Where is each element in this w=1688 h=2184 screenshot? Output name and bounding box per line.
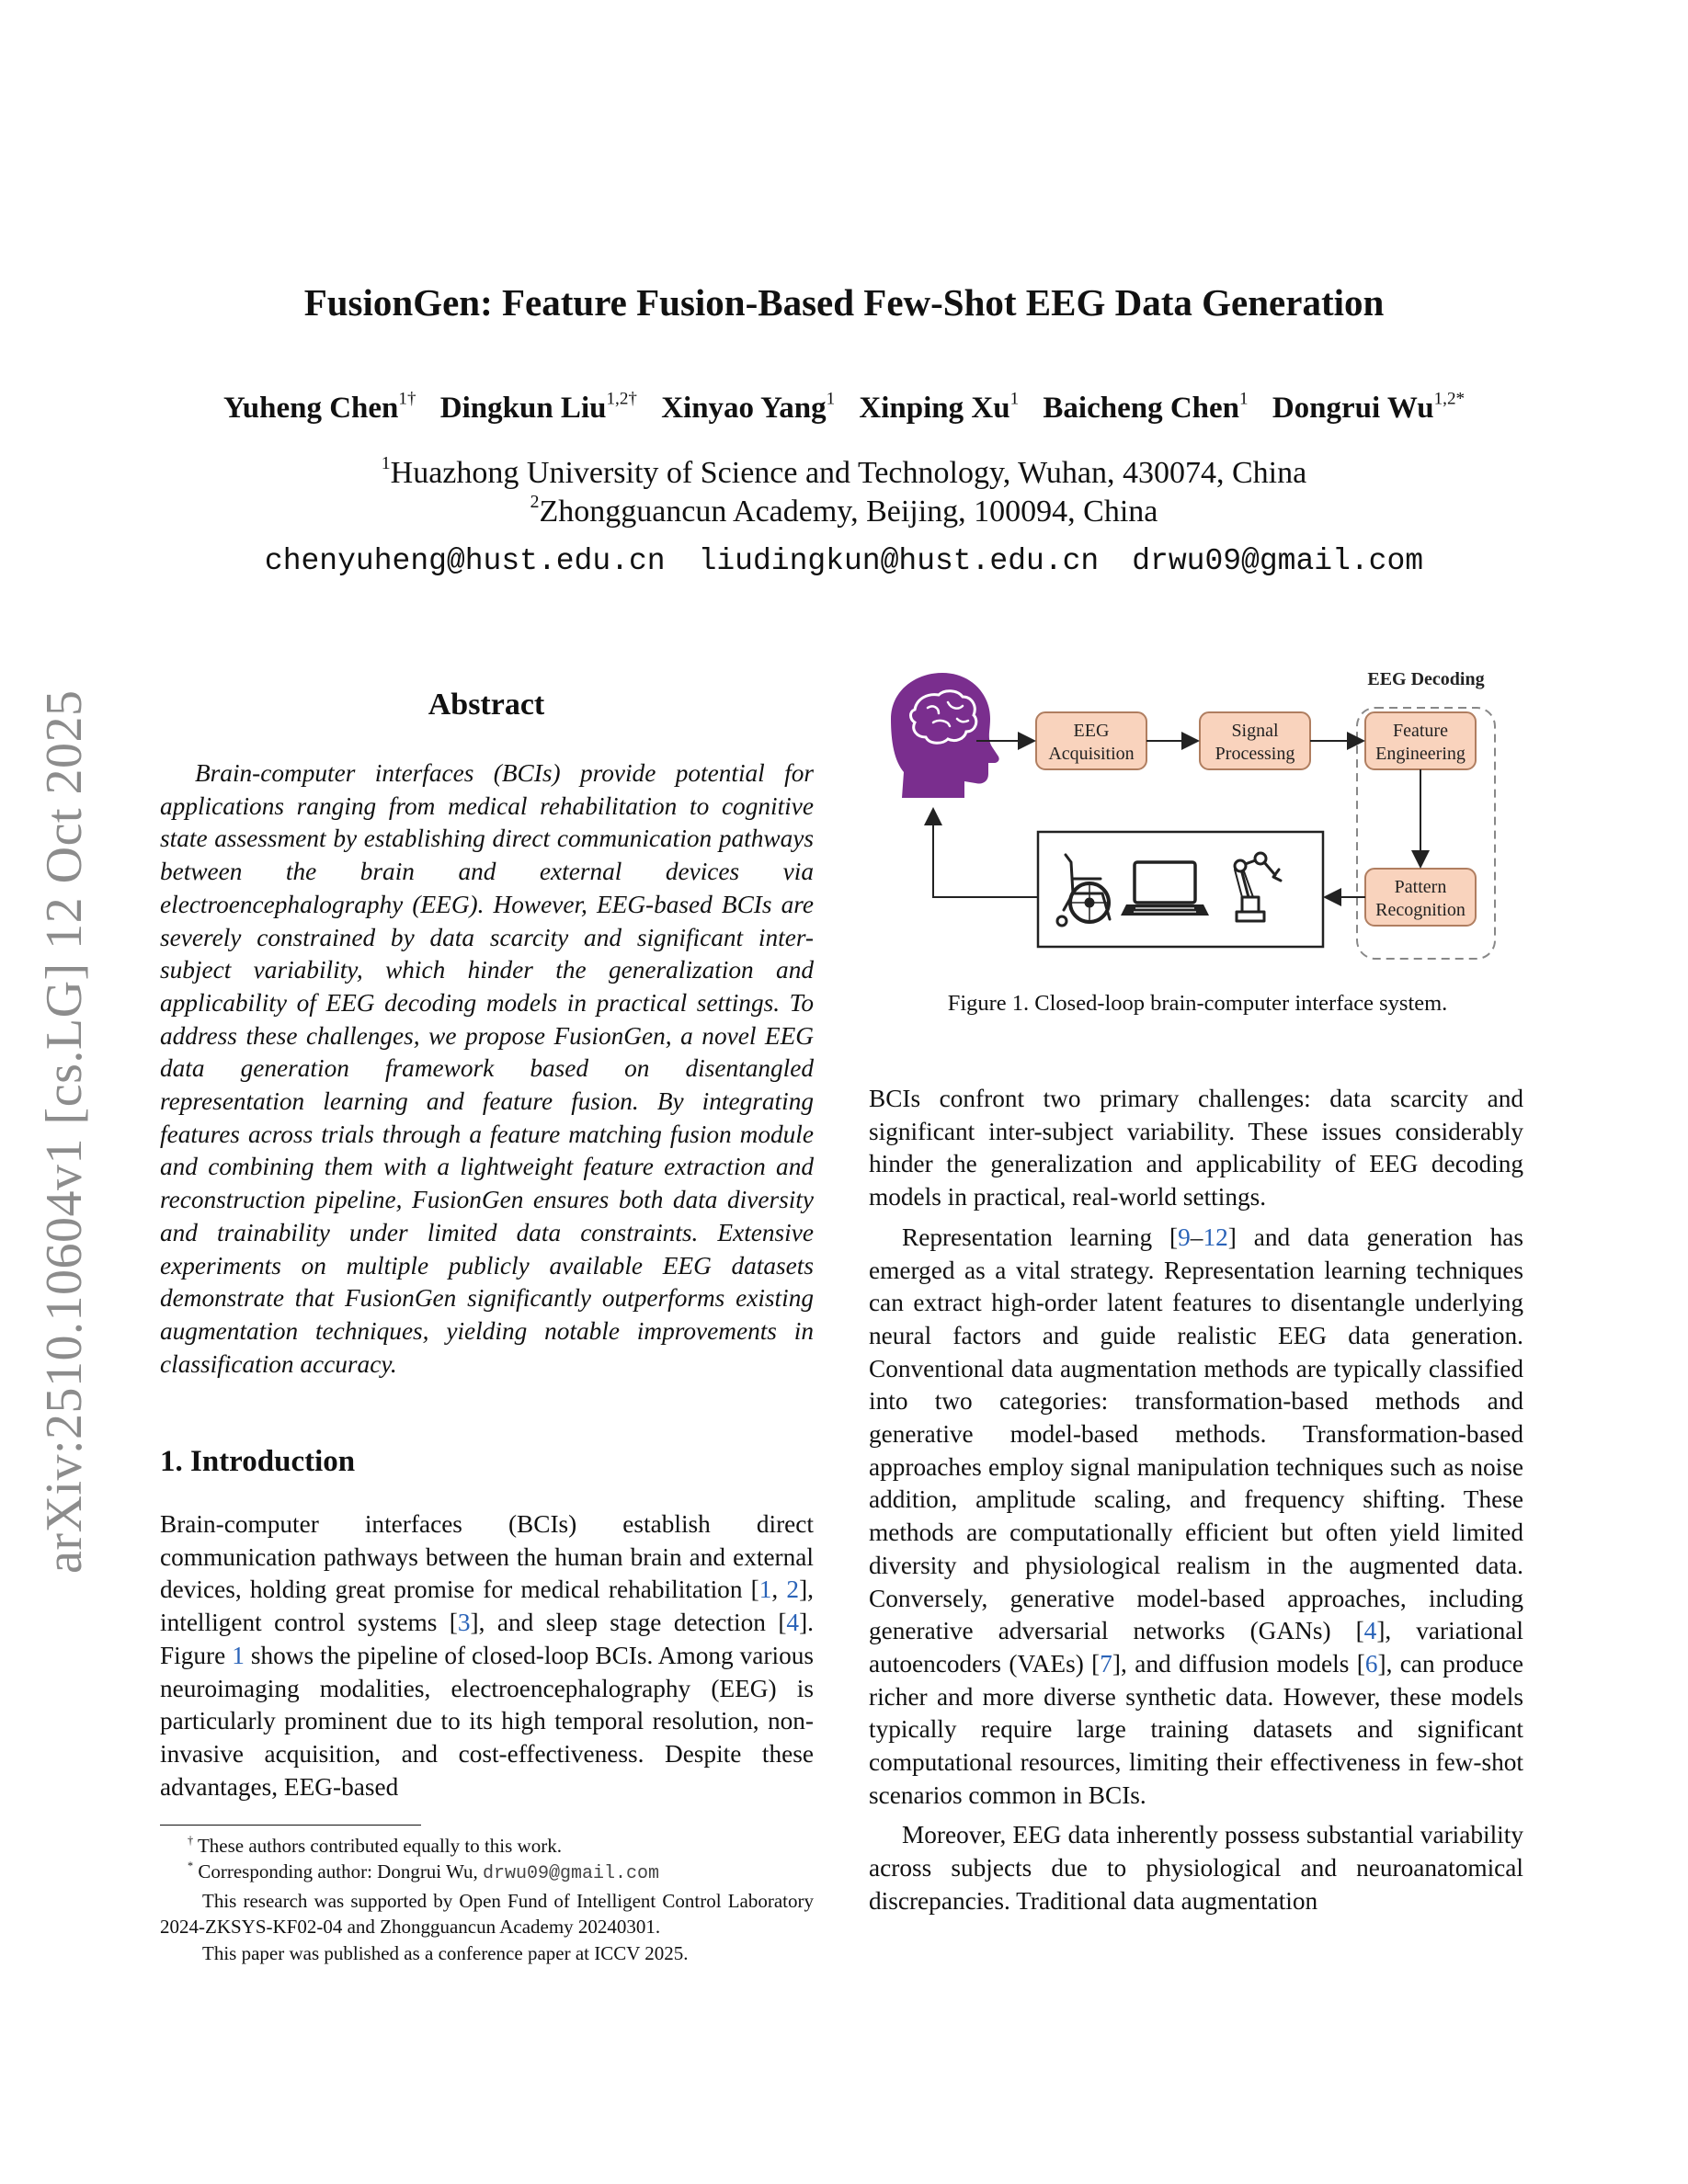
citation-link[interactable]: 4 (786, 1609, 800, 1637)
svg-text:EEG: EEG (1073, 721, 1110, 741)
paragraph: Moreover, EEG data inherently possess substantial variability across subjects due to physiological and neuroanatomical discrepancies. Traditional data augmentation (869, 1821, 1523, 1915)
footnote: † These authors contributed equally to this work. (188, 1833, 562, 1857)
group-label: EEG Decoding (1367, 669, 1485, 689)
abstract-heading: Abstract (428, 688, 545, 722)
author-emails (0, 544, 1688, 578)
footnote: This paper was published as a conference paper at ICCV 2025. (202, 1941, 689, 1964)
footnote: * Corresponding author: Dongrui Wu, drwu09@gmail.com (188, 1860, 660, 1885)
footnote: This research was supported by Open Fund of Intelligent Control Laboratory 2024-ZKSYS-KF02-04 and Zhongguancun Academy 20240301. (160, 1889, 814, 1939)
intro-paragraph: Brain-computer interfaces (BCIs) establish direct communication pathways between the human brain and external devices, holding great promise for medical rehabilitation [1, 2], intelligent control systems [3], and sleep stage detection [4]. Figure 1 shows the pipeline of closed-loop BCIs. Among various neuroimaging modalities, electroencephalography (EEG) is particularly prominent due to its high temporal resolution, non-invasive acquisition, and cost-effectiveness. Despite these advantages, EEG-based (160, 1510, 814, 1801)
svg-text:Feature: Feature (1393, 721, 1448, 741)
footnote-rule (160, 1825, 421, 1826)
laptop-icon (1121, 862, 1209, 916)
citation-link[interactable]: 9 (1178, 1223, 1191, 1251)
author: Xinping Xu$^1$ (859, 389, 1020, 425)
svg-text:Processing: Processing (1215, 744, 1295, 764)
author: Dongrui $Wu^{1,2*}$ (1272, 389, 1466, 425)
author-list (0, 389, 1688, 426)
svg-text:Pattern: Pattern (1394, 877, 1447, 897)
email-link[interactable]: chenyuheng@hust.edu.cn (264, 544, 666, 578)
email-link[interactable]: drwu09@gmail.com (1132, 544, 1424, 578)
citation-link[interactable]: 12 (1203, 1223, 1228, 1251)
paper-title: FusionGen: Feature Fusion-Based Few-Shot EEG Data Generation (303, 281, 1385, 324)
author: Yuheng Chen$^{1\dagger}$ (222, 389, 416, 425)
footnote-email[interactable]: drwu09@gmail.com (483, 1863, 660, 1885)
box-feature-engineering (1365, 712, 1476, 769)
citation-link[interactable]: 1 (758, 1575, 772, 1604)
paragraph: Representation learning [9–12] and data generation has emerged as a vital strategy. Representation learning techniques can extract high-order latent features to disentangle underlying neural factors and guide realistic EEG data generation. Conventional data augmentation methods are typically classified into two categories: transformation-based methods and generative model-based methods. Transformation-based approaches employ signal manipulation techniques such as noise addition, amplitude scaling, and frequency shifting. These methods are computationally efficient but often yield limited diversity and physiological realism in the augmented data. Conversely, generative model-based approaches, including generative adversarial networks (GANs) [4], variational autoencoders (VAEs) [7], and diffusion models [6], can produce richer and more diverse synthetic data. However, these models typically require large training datasets and significant computational resources, limiting their effectiveness in few-shot scenarios common in BCIs. (869, 1223, 1524, 1809)
affiliation: $^1$Huazhong University of Science and Technology, Wuhan, 430074, China (381, 453, 1307, 490)
arxiv-identifier: arXiv:2510.10604v1 [cs.LG] 12 Oct 2025 (36, 689, 93, 1574)
email-link[interactable]: liudingkun@hust.edu.cn (698, 544, 1100, 578)
svg-text:Recognition: Recognition (1375, 900, 1466, 920)
box-pattern-recognition (1365, 869, 1476, 926)
citation-link[interactable]: 3 (457, 1609, 471, 1637)
box-eeg-acquisition (1036, 712, 1146, 769)
author: Dingkun Liu$^{1,2\dagger}$ (439, 389, 637, 425)
figure-ref-link[interactable]: 1 (232, 1641, 245, 1669)
section-heading: 1. Introduction (160, 1445, 356, 1478)
box-signal-processing (1200, 712, 1310, 769)
citation-link[interactable]: 4 (1363, 1617, 1377, 1645)
figure-caption: Figure 1. Closed-loop brain-computer interface system. (947, 991, 1448, 1016)
author: Xinyao Yang$^1$ (661, 389, 836, 425)
svg-text:Engineering: Engineering (1375, 744, 1466, 764)
affiliation: $^2$Zhongguancun Academy, Beijing, 100094, China (530, 492, 1158, 529)
author: Baicheng Chen$^1$ (1043, 389, 1249, 425)
figure-1 (869, 662, 1526, 965)
citation-link[interactable]: 6 (1364, 1649, 1378, 1678)
right-column-text (869, 1083, 1523, 1918)
feedback-arrow (933, 809, 1038, 897)
citation-link[interactable]: 2 (786, 1575, 800, 1604)
footnotes (160, 1833, 814, 1966)
citation-link[interactable]: 7 (1100, 1649, 1112, 1678)
svg-text:Acquisition: Acquisition (1048, 744, 1135, 764)
svg-text:Signal: Signal (1231, 721, 1279, 741)
abstract-text: Brain-computer interfaces (BCIs) provide potential for applications ranging from medical rehabilitation to cognitive state assessment by establishing direct communication pathways between the brain and external devices via electroencephalography (EEG). However, EEG-based BCIs are severely constrained by data scarcity and significant inter-subject variability, which hinder the generalization and applicability of EEG decoding models in practical settings. To address these challenges, we propose FusionGen, a novel EEG data generation framework based on disentangled representation learning and feature fusion. By integrating features across trials through a feature matching fusion module and combining them with a lightweight feature extraction and reconstruction pipeline, FusionGen ensures both data diversity and trainability under limited data constraints. Extensive experiments on multiple publicly available EEG datasets demonstrate that FusionGen significantly outperforms existing augmentation techniques, yielding notable improvements in classification accuracy. (160, 759, 814, 1378)
brain-head-icon (891, 673, 999, 798)
closed-loop-bci-diagram (869, 662, 1526, 965)
paragraph: BCIs confront two primary challenges: data scarcity and significant inter-subject variability. These issues considerably hinder the generalization and applicability of EEG decoding models in practical, real-world settings. (869, 1085, 1523, 1211)
